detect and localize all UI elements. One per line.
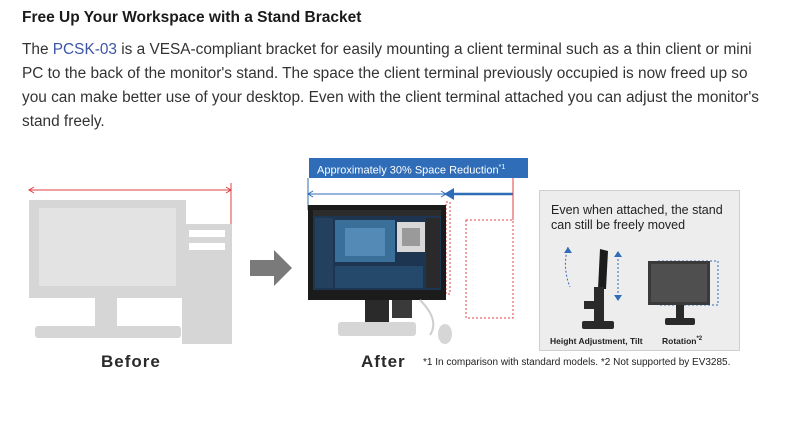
before-tower-pc-illustration [182,224,232,344]
rotation-footnote-mark: *2 [696,336,703,343]
height-adjustment-caption: Height Adjustment, Tilt [550,336,643,346]
banner-text: Approximately 30% Space Reduction [317,164,499,177]
intro-text-post: is a VESA-compliant bracket for easily mounting a client terminal such as a thin client or mini PC to the back of the monitor's stand. The space the client terminal previously occupied is now freed up so you can make better use of your desktop. Even with the client terminal attached you can adjust the monitor's stand freely. [22,41,759,130]
banner-footnote-mark: *1 [498,164,506,171]
section-heading: Free Up Your Workspace with a Stand Bracket [22,9,362,26]
height-tilt-illustration [564,247,622,329]
intro-paragraph [22,38,767,134]
intro-text-pre: The [22,41,53,58]
footnote-text: *1 In comparison with standard models. *2 Not supported by EV3285. [423,357,731,368]
rotation-illustration [648,261,718,325]
space-reduction-banner [309,158,528,178]
adjustability-inset [539,190,740,351]
comparison-figure [0,150,789,380]
product-link[interactable]: PCSK-03 [52,41,117,58]
monitor-footprint-outline [446,202,450,294]
rotation-caption: Rotation [662,336,697,346]
after-monitor-illustration [308,205,452,344]
arrow-right-icon [250,250,292,286]
inset-title: Even when attached, the stand can still be freely moved [551,203,723,232]
inset-illustration [540,191,741,352]
before-label: Before [101,352,161,371]
rotation-caption-group [662,336,702,346]
after-label: After [361,352,406,371]
freed-space-outline [466,220,513,318]
